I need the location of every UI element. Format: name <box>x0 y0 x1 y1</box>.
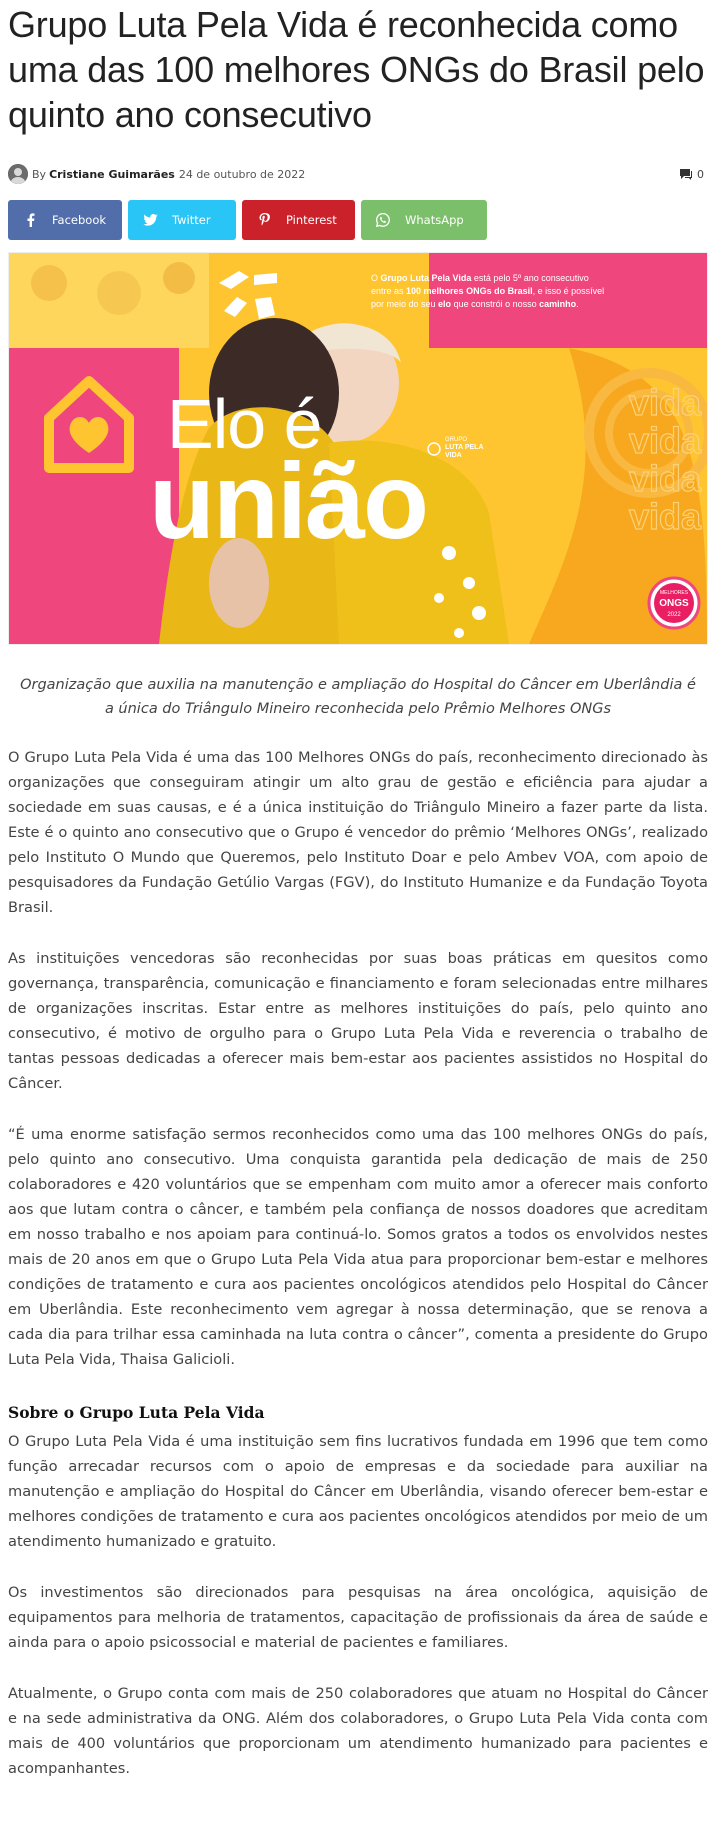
author-link[interactable]: Cristiane Guimarães <box>49 167 175 181</box>
article-meta <box>8 164 708 184</box>
share-facebook-label: Facebook <box>52 213 107 227</box>
comments-link[interactable] <box>680 168 704 181</box>
share-pinterest-button[interactable] <box>242 200 355 240</box>
comment-icon <box>680 169 692 180</box>
hero-logo-small: GRUPO <box>445 437 468 443</box>
hero-vida-2: vida <box>628 420 701 461</box>
share-twitter-label: Twitter <box>172 213 211 227</box>
hero-logo-name-2: VIDA <box>445 452 462 459</box>
paragraph-5: Os investimentos são direcionados para pesquisas na área oncológica, aquisição de equipamentos para melhoria de tratamentos, capacitação de profissionais da área de saúde e ainda para o apoio psicossocial e material de pacientes e familiares. <box>8 1584 708 1651</box>
share-pinterest-label: Pinterest <box>286 213 337 227</box>
whatsapp-icon <box>361 213 405 227</box>
article-title: Grupo Luta Pela Vida é reconhecida como uma das 100 melhores ONGs do Brasil pelo quinto ano consecutivo <box>8 4 705 135</box>
author-avatar[interactable] <box>8 164 28 184</box>
paragraph-2: As instituições vencedoras são reconhecidas por suas boas práticas em quesitos como governança, transparência, comunicação e financiamento e foram selecionadas entre milhares de organizações inscritas. Estar entre as melhores instituições do país, pelo quinto ano consecutivo, é motivo de orgulho para o Grupo Luta Pela Vida e reverencia o trabalho de tantas pessoas dedicadas a oferecer mais bem-estar aos pacientes assistidos no Hospital do Câncer. <box>8 950 708 1092</box>
twitter-icon <box>128 214 172 226</box>
hero-intro-line-3: por meio do seu elo que constrói o nosso caminho. <box>371 299 579 309</box>
hero-vida-4: vida <box>628 496 701 537</box>
paragraph-6: Atualmente, o Grupo conta com mais de 250 colaboradores que atuam no Hospital do Câncer e na sede administrativa da ONG. Além dos colaboradores, o Grupo Luta Pela Vida conta com mais de 400 voluntários que proporcionam um atendimento humanizado para pacientes e acompanhantes. <box>8 1685 708 1777</box>
seal-year: 2022 <box>667 612 681 618</box>
share-facebook-button[interactable] <box>8 200 122 240</box>
share-whatsapp-button[interactable] <box>361 200 487 240</box>
pinterest-icon <box>242 213 286 227</box>
by-label: By <box>32 167 47 181</box>
seal-top: MELHORES <box>659 590 689 596</box>
paragraph-1: O Grupo Luta Pela Vida é uma das 100 Melhores ONGs do país, reconhecimento direcionado às organizações que conseguiram atingir um alto grau de gestão e eficiência para ajudar a sociedade em suas causas, e é a única instituição do Triângulo Mineiro a fazer parte da lista. Este é o quinto ano consecutivo que o Grupo é vencedor do prêmio ‘Melhores ONGs’, realizado pelo Instituto O Mundo que Queremos, pelo Instituto Doar e pelo Ambev VOA, com apoio de pesquisadores da Fundação Getúlio Vargas (FGV), do Instituto Humanize e da Fundação Toyota Brasil. <box>8 749 708 916</box>
hero-vida-3: vida <box>628 458 701 499</box>
hero-headline-bottom: união <box>149 440 427 561</box>
image-caption: Organização que auxilia na manutenção e ampliação do Hospital do Câncer em Uberlândia é a única do Triângulo Mineiro reconhecida pelo Prêmio Melhores ONGs <box>20 677 696 717</box>
avatar-icon <box>8 164 28 184</box>
seal-mid: ONGS <box>659 598 689 609</box>
share-twitter-button[interactable] <box>128 200 236 240</box>
hero-logo-name-1: LUTA PELA <box>445 444 484 451</box>
section-title: Sobre o Grupo Luta Pela Vida <box>8 1403 265 1422</box>
share-whatsapp-label: WhatsApp <box>405 213 464 227</box>
facebook-icon <box>8 213 52 227</box>
hero-image <box>8 252 708 645</box>
hero-intro-line-2: entre as 100 melhores ONGs do Brasil, e isso é possível <box>371 286 605 296</box>
paragraph-3: “É uma enorme satisfação sermos reconhecidos como uma das 100 melhores ONGs do país, pelo quinto ano consecutivo. Uma conquista garantida pela dedicação de mais de 250 colaboradores e 420 voluntários que se empenham com muito amor a oferecer mais conforto aos que lutam contra o câncer, e também pela confiança de nossos doadores que acreditam em nosso trabalho e nos apoiam para continuá-lo. Somos gratos a todos os envolvidos nestes mais de 20 anos em que o Grupo Luta Pela Vida atua para proporcionar bem-estar e melhores condições de tratamento e cura aos pacientes oncológicos atendidos pelo Hospital do Câncer em Uberlândia. Este reconhecimento vem agregar à nossa determinação, que se renova a cada dia para trilhar essa caminhada na luta contra o câncer”, comenta a presidente do Grupo Luta Pela Vida, Thaisa Galicioli. <box>8 1126 708 1368</box>
comment-count: 0 <box>697 167 704 181</box>
hero-headline-top: Elo é <box>167 385 322 463</box>
paragraph-4: O Grupo Luta Pela Vida é uma instituição sem fins lucrativos fundada em 1996 que tem como função arrecadar recursos com o apoio de empresas e da sociedade para auxiliar na manutenção e ampliação do Hospital do Câncer em Uberlândia, visando oferecer bem-estar e melhores condições de tratamento e cura aos pacientes oncológicos atendidos por meio de um atendimento humanizado e gratuito. <box>8 1433 708 1550</box>
hero-illustration <box>9 253 707 644</box>
article-body <box>8 745 708 1781</box>
share-bar <box>8 200 708 240</box>
hero-intro-line-1: O Grupo Luta Pela Vida está pelo 5º ano consecutivo <box>371 273 589 283</box>
hero-vida-1: vida <box>628 382 701 423</box>
publish-date: 24 de outubro de 2022 <box>178 167 306 181</box>
